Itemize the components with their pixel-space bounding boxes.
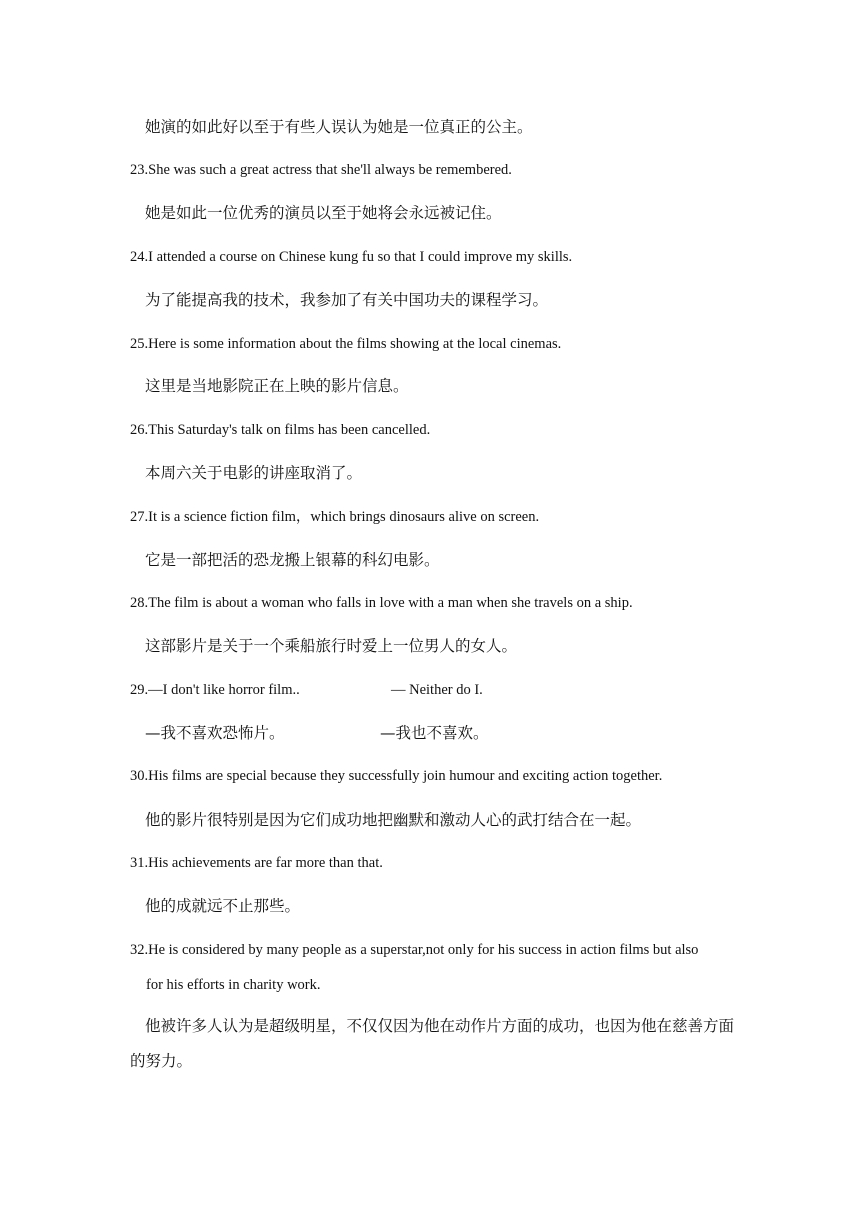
sentence-31-en: 31.His achievements are far more than that.	[130, 855, 383, 871]
translation-27-zh: 它是一部把活的恐龙搬上银幕的科幻电影。	[145, 551, 440, 569]
sentence-32-en-line1: 32.He is considered by many people as a superstar,not only for his success in action films but also	[130, 942, 699, 958]
translation-24-zh: 为了能提高我的技术，我参加了有关中国功夫的课程学习。	[145, 291, 549, 309]
sentence-27-en: 27.It is a science fiction film，which brings dinosaurs alive on screen.	[130, 509, 540, 525]
sentence-23-en: 23.She was such a great actress that she'll always be remembered.	[130, 162, 512, 178]
translation-29-zh-a: —我不喜欢恐怖片。	[145, 724, 285, 742]
sentence-25-en: 25.Here is some information about the films showing at the local cinemas.	[130, 336, 562, 352]
sentence-32-en-line2: for his efforts in charity work.	[146, 977, 321, 993]
sentence-28-en: 28.The film is about a woman who falls in love with a man when she travels on a ship.	[130, 595, 633, 611]
translation-30-zh: 他的影片很特别是因为它们成功地把幽默和激动人心的武打结合在一起。	[145, 811, 642, 829]
translation-23-zh: 她是如此一位优秀的演员以至于她将会永远被记住。	[145, 204, 502, 222]
sentence-30-en: 30.His films are special because they successfully join humour and exciting action together.	[130, 768, 663, 784]
sentence-29-en-b: — Neither do I.	[391, 682, 483, 698]
translation-22-zh: 她演的如此好以至于有些人误认为她是一位真正的公主。	[145, 118, 533, 136]
sentence-24-en: 24.I attended a course on Chinese kung fu so that I could improve my skills.	[130, 249, 573, 265]
translation-29-zh-b: —我也不喜欢。	[380, 724, 489, 742]
translation-28-zh: 这部影片是关于一个乘船旅行时爱上一位男人的女人。	[145, 637, 518, 655]
translation-25-zh: 这里是当地影院正在上映的影片信息。	[145, 377, 409, 395]
sentence-29-en-a: 29.—I don't like horror film..	[130, 682, 300, 698]
sentence-26-en: 26.This Saturday's talk on films has been cancelled.	[130, 422, 431, 438]
translation-26-zh: 本周六关于电影的讲座取消了。	[145, 464, 363, 482]
translation-32-zh: 他被许多人认为是超级明星，不仅仅因为他在动作片方面的成功，也因为他在慈善方面的努力。	[130, 1017, 735, 1070]
translation-31-zh: 他的成就远不止那些。	[145, 897, 301, 915]
